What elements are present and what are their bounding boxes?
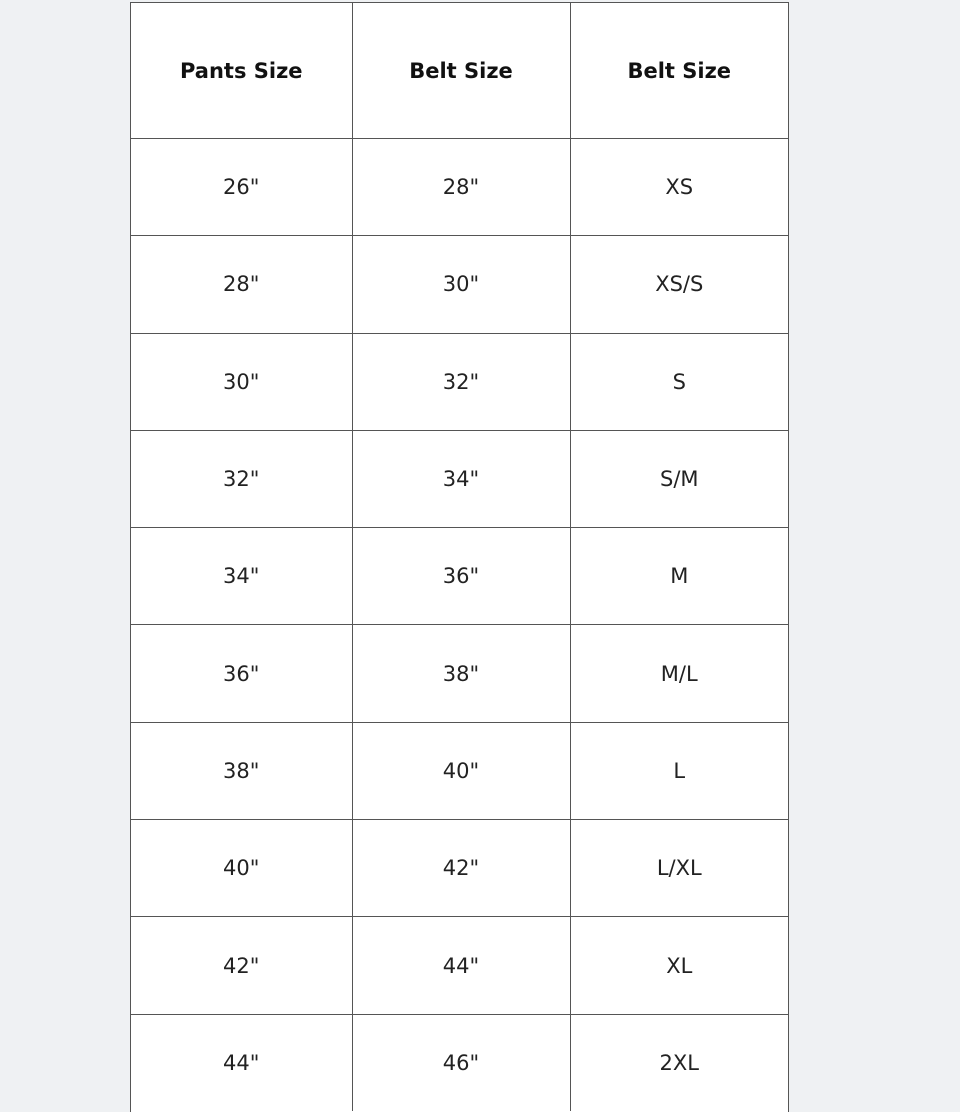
size-chart-table — [131, 3, 788, 1111]
table-row — [131, 1014, 788, 1111]
pants-size-cell: 32" — [131, 430, 352, 527]
size-chart — [130, 2, 789, 1112]
table-row — [131, 139, 788, 236]
header-belt-size-inches: Belt Size — [352, 3, 570, 139]
pants-size-cell: 44" — [131, 1014, 352, 1111]
belt-size-letter-cell: XS — [570, 139, 788, 236]
belt-size-inches-cell: 30" — [352, 236, 570, 333]
belt-size-inches-cell: 40" — [352, 722, 570, 819]
belt-size-inches-cell: 46" — [352, 1014, 570, 1111]
belt-size-inches-cell: 32" — [352, 333, 570, 430]
table-row — [131, 820, 788, 917]
table-row — [131, 528, 788, 625]
belt-size-inches-cell: 38" — [352, 625, 570, 722]
pants-size-cell: 40" — [131, 820, 352, 917]
belt-size-inches-cell: 36" — [352, 528, 570, 625]
belt-size-letter-cell: L — [570, 722, 788, 819]
pants-size-cell: 30" — [131, 333, 352, 430]
table-row — [131, 236, 788, 333]
belt-size-inches-cell: 44" — [352, 917, 570, 1014]
belt-size-letter-cell: S — [570, 333, 788, 430]
header-pants-size: Pants Size — [131, 3, 352, 139]
belt-size-letter-cell: S/M — [570, 430, 788, 527]
belt-size-letter-cell: 2XL — [570, 1014, 788, 1111]
belt-size-letter-cell: M — [570, 528, 788, 625]
belt-size-inches-cell: 28" — [352, 139, 570, 236]
belt-size-letter-cell: L/XL — [570, 820, 788, 917]
table-row — [131, 333, 788, 430]
header-belt-size-letter: Belt Size — [570, 3, 788, 139]
pants-size-cell: 26" — [131, 139, 352, 236]
table-row — [131, 917, 788, 1014]
pants-size-cell: 38" — [131, 722, 352, 819]
pants-size-cell: 42" — [131, 917, 352, 1014]
table-header-row — [131, 3, 788, 139]
belt-size-inches-cell: 42" — [352, 820, 570, 917]
table-row — [131, 625, 788, 722]
belt-size-inches-cell: 34" — [352, 430, 570, 527]
belt-size-letter-cell: XL — [570, 917, 788, 1014]
pants-size-cell: 34" — [131, 528, 352, 625]
belt-size-letter-cell: XS/S — [570, 236, 788, 333]
table-row — [131, 430, 788, 527]
belt-size-letter-cell: M/L — [570, 625, 788, 722]
table-row — [131, 722, 788, 819]
pants-size-cell: 28" — [131, 236, 352, 333]
pants-size-cell: 36" — [131, 625, 352, 722]
